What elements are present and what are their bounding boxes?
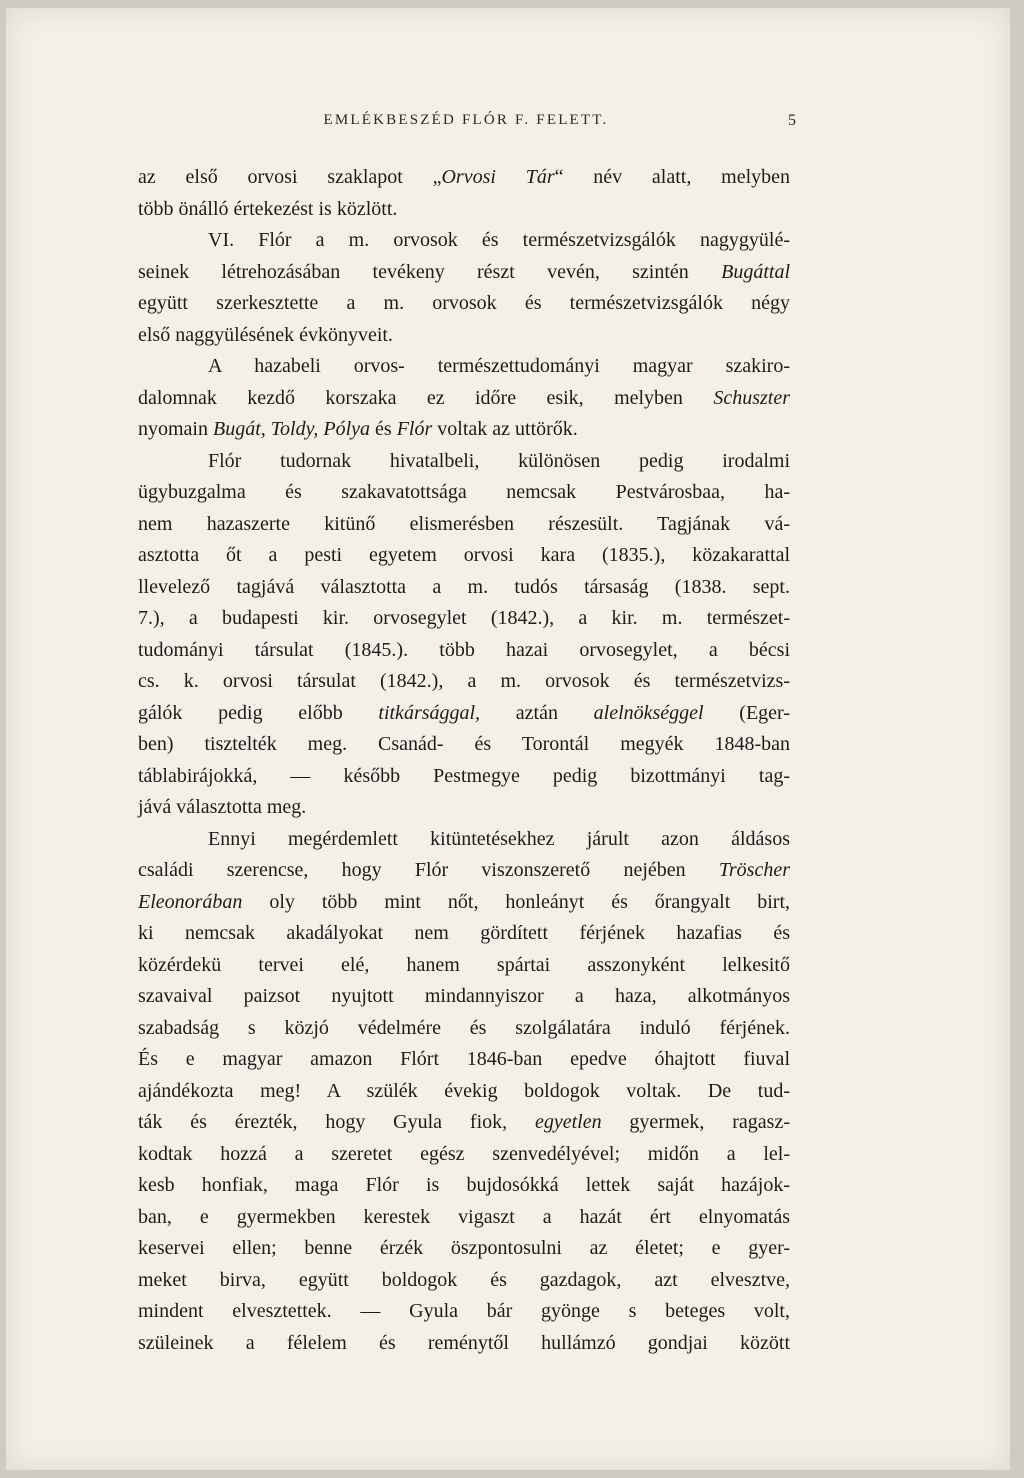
- text-line: És e magyar amazon Flórt 1846-ban epedve óhajtott fiuval: [138, 1048, 790, 1070]
- text-line: jává választotta meg.: [138, 796, 307, 818]
- text-line: cs. k. orvosi társulat (1842.), a m. orvosok és természetvizs-: [138, 670, 790, 692]
- text-line: keservei ellen; benne érzék öszpontosulni az életet; e gyer-: [138, 1237, 790, 1259]
- text-line: gálók pedig előbb titkársággal, aztán alelnökséggel (Eger-: [138, 701, 790, 724]
- book-page: [6, 8, 1010, 1470]
- body-text: [138, 162, 790, 1359]
- text-line: dalomnak kezdő korszaka ez időre esik, melyben Schuszter: [138, 386, 790, 409]
- text-line: VI. Flór a m. orvosok és természetvizsgálók nagygyülé-: [208, 229, 790, 251]
- text-line: táblabirájokká, — később Pestmegye pedig bizottmányi tag-: [138, 764, 790, 787]
- text-line: első naggyülésének évkönyveit.: [138, 323, 393, 346]
- text-line: nem hazaszerte kitünő elismerésben részesült. Tagjának vá-: [138, 512, 790, 535]
- text-line: együtt szerkesztette a m. orvosok és természetvizsgálók négy: [138, 292, 790, 314]
- text-line: seinek létrehozásában tevékeny részt vevén, szintén Bugáttal: [138, 260, 790, 283]
- text-line: közérdekü tervei elé, hanem spártai asszonyként lelkesitő: [138, 953, 790, 976]
- text-line: ben) tisztelték meg. Csanád- és Torontál megyék 1848-ban: [138, 733, 790, 755]
- text-line: 7.), a budapesti kir. orvosegylet (1842.), a kir. m. természet-: [138, 607, 790, 629]
- text-line: nyomain Bugát, Toldy, Pólya és Flór voltak az uttörők.: [138, 418, 578, 440]
- text-line: szavaival paizsot nyujtott mindannyiszor a haza, alkotmányos: [138, 985, 790, 1007]
- text-line: A hazabeli orvos- természettudományi magyar szakiro-: [208, 355, 790, 377]
- text-line: szabadság s közjó védelmére és szolgálatára induló férjének.: [138, 1016, 790, 1039]
- text-line: llevelező tagjává választotta a m. tudós társaság (1838. sept.: [138, 575, 790, 598]
- text-line: szüleinek a félelem és reménytől hullámzó gondjai között: [138, 1331, 790, 1354]
- text-line: mindent elvesztettek. — Gyula bár gyönge s beteges volt,: [138, 1300, 790, 1322]
- running-title: EMLÉKBESZÉD FLÓR F. FELETT.: [323, 112, 609, 128]
- text-line: Ennyi megérdemlett kitüntetésekhez járult azon áldásos: [208, 827, 790, 850]
- running-head: [136, 112, 796, 136]
- text-line: kesb honfiak, maga Flór is bujdosókká lettek saját hazájok-: [138, 1174, 790, 1196]
- text-line: meket birva, együtt boldogok és gazdagok, azt elvesztve,: [138, 1268, 790, 1291]
- text-line: ügybuzgalma és szakavatottsága nemcsak Pestvárosbaa, ha-: [138, 481, 790, 503]
- text-line: az első orvosi szaklapot „Orvosi Tár“ név alatt, melyben: [138, 166, 791, 188]
- text-line: ajándékozta meg! A szülék évekig boldogok voltak. De tud-: [138, 1079, 790, 1102]
- text-line: ki nemcsak akadályokat nem gördített férjének hazafias és: [138, 922, 790, 944]
- text-line: több önálló értekezést is közlött.: [138, 197, 398, 220]
- text-line: Eleonorában oly több mint nőt, honleányt és őrangyalt birt,: [138, 890, 790, 913]
- text-line: kodtak hozzá a szeretet egész szenvedélyével; midőn a lel-: [138, 1142, 790, 1165]
- text-line: családi szerencse, hogy Flór viszonszerető nejében Tröscher: [138, 859, 790, 881]
- text-line: tudományi társulat (1845.). több hazai orvosegylet, a bécsi: [138, 638, 790, 661]
- text-line: ták és érezték, hogy Gyula fiok, egyetlen gyermek, ragasz-: [138, 1111, 790, 1133]
- page-number: 5: [788, 112, 796, 129]
- text-line: Flór tudornak hivatalbeli, különösen pedig irodalmi: [208, 449, 790, 472]
- text-line: ban, e gyermekben kerestek vigaszt a hazát ért elnyomatás: [138, 1205, 790, 1228]
- text-line: asztotta őt a pesti egyetem orvosi kara (1835.), közakarattal: [138, 544, 790, 566]
